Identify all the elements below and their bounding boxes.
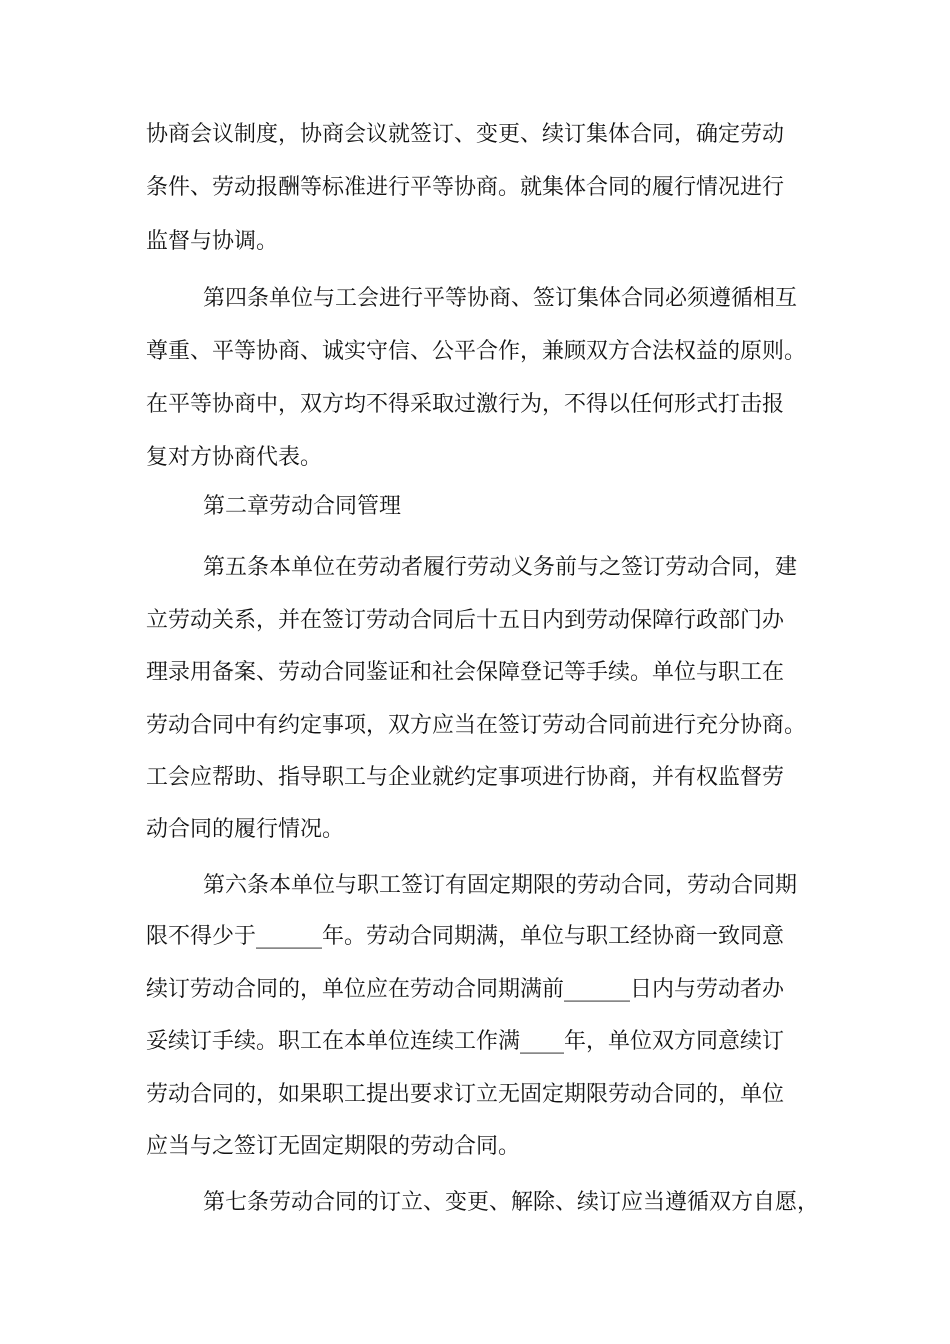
paragraph-line: 复对方协商代表。 — [146, 445, 323, 470]
paragraph-line: 动合同的履行情况。 — [146, 817, 345, 842]
article-5-first-line: 第五条本单位在劳动者履行劳动义务前与之签订劳动合同，建 — [203, 555, 798, 580]
paragraph-line: 劳动合同中有约定事项，双方应当在签订劳动合同前进行充分协商。 — [146, 713, 807, 738]
paragraph-line: 工会应帮助、指导职工与企业就约定事项进行协商，并有权监督劳 — [146, 765, 785, 790]
paragraph-line: 应当与之签订无固定期限的劳动合同。 — [146, 1134, 521, 1159]
paragraph-line: 条件、劳动报酬等标准进行平等协商。就集体合同的履行情况进行 — [146, 175, 785, 200]
paragraph-line: 协商会议制度，协商会议就签订、变更、续订集体合同，确定劳动 — [146, 122, 785, 147]
paragraph-line: 理录用备案、劳动合同鉴证和社会保障登记等手续。单位与职工在 — [146, 660, 785, 685]
paragraph-line: 劳动合同的，如果职工提出要求订立无固定期限劳动合同的，单位 — [146, 1082, 785, 1107]
article-6-first-line: 第六条本单位与职工签订有固定期限的劳动合同，劳动合同期 — [203, 873, 798, 898]
chapter-heading: 第二章劳动合同管理 — [203, 494, 402, 519]
paragraph-line: 在平等协商中，双方均不得采取过激行为，不得以任何形式打击报 — [146, 392, 785, 417]
article-7-first-line: 第七条劳动合同的订立、变更、解除、续订应当遵循双方自愿， — [203, 1190, 820, 1215]
paragraph-line: 立劳动关系，并在签订劳动合同后十五日内到劳动保障行政部门办 — [146, 608, 785, 633]
paragraph-line: 续订劳动合同的，单位应在劳动合同期满前______日内与劳动者办 — [146, 977, 785, 1002]
paragraph-line: 监督与协调。 — [146, 229, 279, 254]
paragraph-line: 尊重、平等协商、诚实守信、公平合作，兼顾双方合法权益的原则。 — [146, 339, 807, 364]
paragraph-line: 妥续订手续。职工在本单位连续工作满____年，单位双方同意续订 — [146, 1029, 785, 1054]
paragraph-line: 限不得少于______年。劳动合同期满，单位与职工经协商一致同意 — [146, 924, 785, 949]
article-4-first-line: 第四条单位与工会进行平等协商、签订集体合同必须遵循相互 — [203, 286, 798, 311]
